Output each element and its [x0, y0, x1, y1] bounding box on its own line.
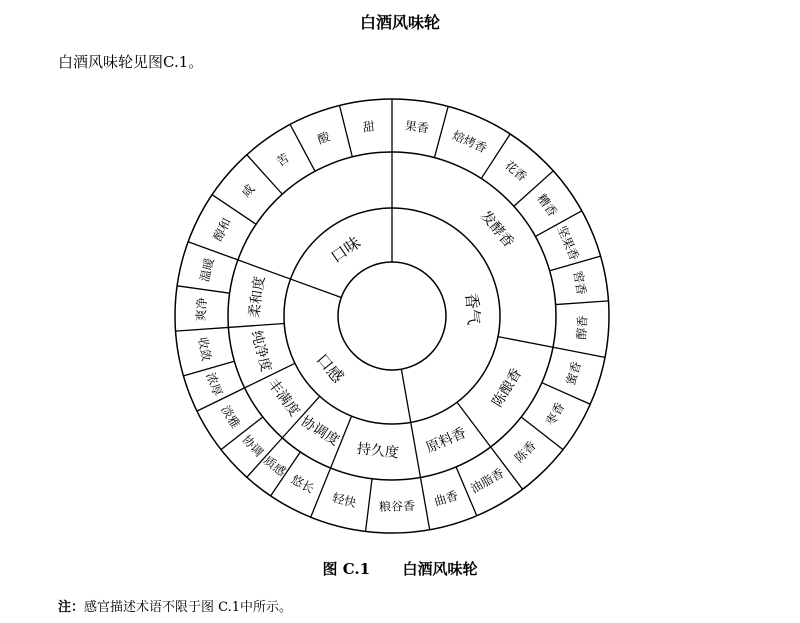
outer-divider [188, 242, 238, 260]
outer-segment-label: 温暖 [197, 256, 217, 284]
outer-segment-label: 协调 [239, 432, 266, 460]
outer-divider [366, 479, 372, 532]
figure-number: 图 C.1 [322, 560, 371, 578]
wheel-center-circle [338, 262, 446, 370]
outer-segment-label: 蜜香 [563, 359, 584, 387]
middle-segment-label: 协调度 [297, 413, 342, 450]
outer-segment-label: 花香 [502, 158, 530, 185]
outer-segment-label: 果香 [404, 118, 430, 136]
outer-divider [434, 106, 448, 157]
middle-segment-label: 丰满度 [264, 376, 303, 420]
outer-segment-label: 酸 [315, 129, 332, 147]
outer-segment-label: 窖香 [570, 269, 589, 296]
outer-divider [290, 124, 315, 171]
middle-divider [238, 260, 291, 279]
note-label: 注： [58, 600, 85, 615]
outer-segment-label: 陈香 [512, 438, 539, 466]
figure-title: 白酒风味轮 [402, 560, 478, 578]
outer-segment-label: 质感 [260, 453, 289, 480]
outer-divider [177, 286, 229, 293]
outer-segment-label: 醇和 [210, 215, 234, 244]
outer-divider [311, 468, 331, 517]
outer-divider [340, 105, 353, 156]
outer-segment-label: 苦 [273, 150, 292, 170]
middle-segment-label: 持久度 [356, 441, 400, 462]
outer-segment-label: 枣香 [543, 400, 568, 429]
outer-segment-label: 轻快 [330, 490, 358, 511]
inner-divider [291, 279, 342, 297]
middle-divider [498, 337, 553, 348]
outer-segment-label: 甜 [361, 119, 376, 135]
outer-segment-label: 淡雅 [218, 403, 243, 431]
page-title: 白酒风味轮 [359, 13, 440, 32]
middle-segment-label: 柔和度 [246, 275, 269, 319]
middle-segment-label: 陈酿香 [489, 366, 526, 411]
outer-segment-label: 粮谷香 [378, 498, 416, 514]
outer-segment-label: 悠长 [288, 472, 317, 497]
outer-segment-label: 糟香 [534, 191, 560, 220]
figure-caption [0, 558, 800, 579]
outer-segment-label: 油脂香 [468, 465, 507, 497]
outer-segment-label: 焙烤香 [450, 128, 489, 156]
outer-segment-label: 醇香 [574, 315, 590, 341]
footnote [58, 596, 292, 615]
outer-segment-label: 收敛 [195, 336, 214, 363]
middle-divider [411, 422, 421, 477]
middle-divider [228, 324, 284, 328]
inner-divider [401, 369, 410, 422]
outer-segment-label: 爽净 [194, 297, 210, 322]
outer-divider [556, 301, 609, 305]
middle-segment-label: 原料香 [423, 425, 469, 457]
outer-divider [553, 347, 605, 357]
intro-text: 白酒风味轮见图C.1。 [58, 53, 204, 71]
inner-segment-label: 口味 [326, 232, 365, 267]
outer-divider [176, 327, 229, 331]
middle-segment-label: 发酵香 [477, 208, 517, 251]
outer-segment-label: 咸 [239, 181, 258, 201]
outer-segment-label: 曲香 [432, 488, 460, 509]
outer-segment-label: 浓厚 [203, 370, 225, 398]
outer-segment-label: 坚果香 [554, 223, 582, 263]
outer-divider [420, 478, 429, 530]
inner-segment-label: 口感 [312, 349, 348, 387]
middle-segment-label: 纯净度 [247, 328, 274, 374]
outer-divider [542, 383, 590, 405]
inner-segment-label: 香气 [461, 292, 484, 326]
note-text: 感官描述术语不限于图 C.1中所示。 [84, 600, 293, 615]
